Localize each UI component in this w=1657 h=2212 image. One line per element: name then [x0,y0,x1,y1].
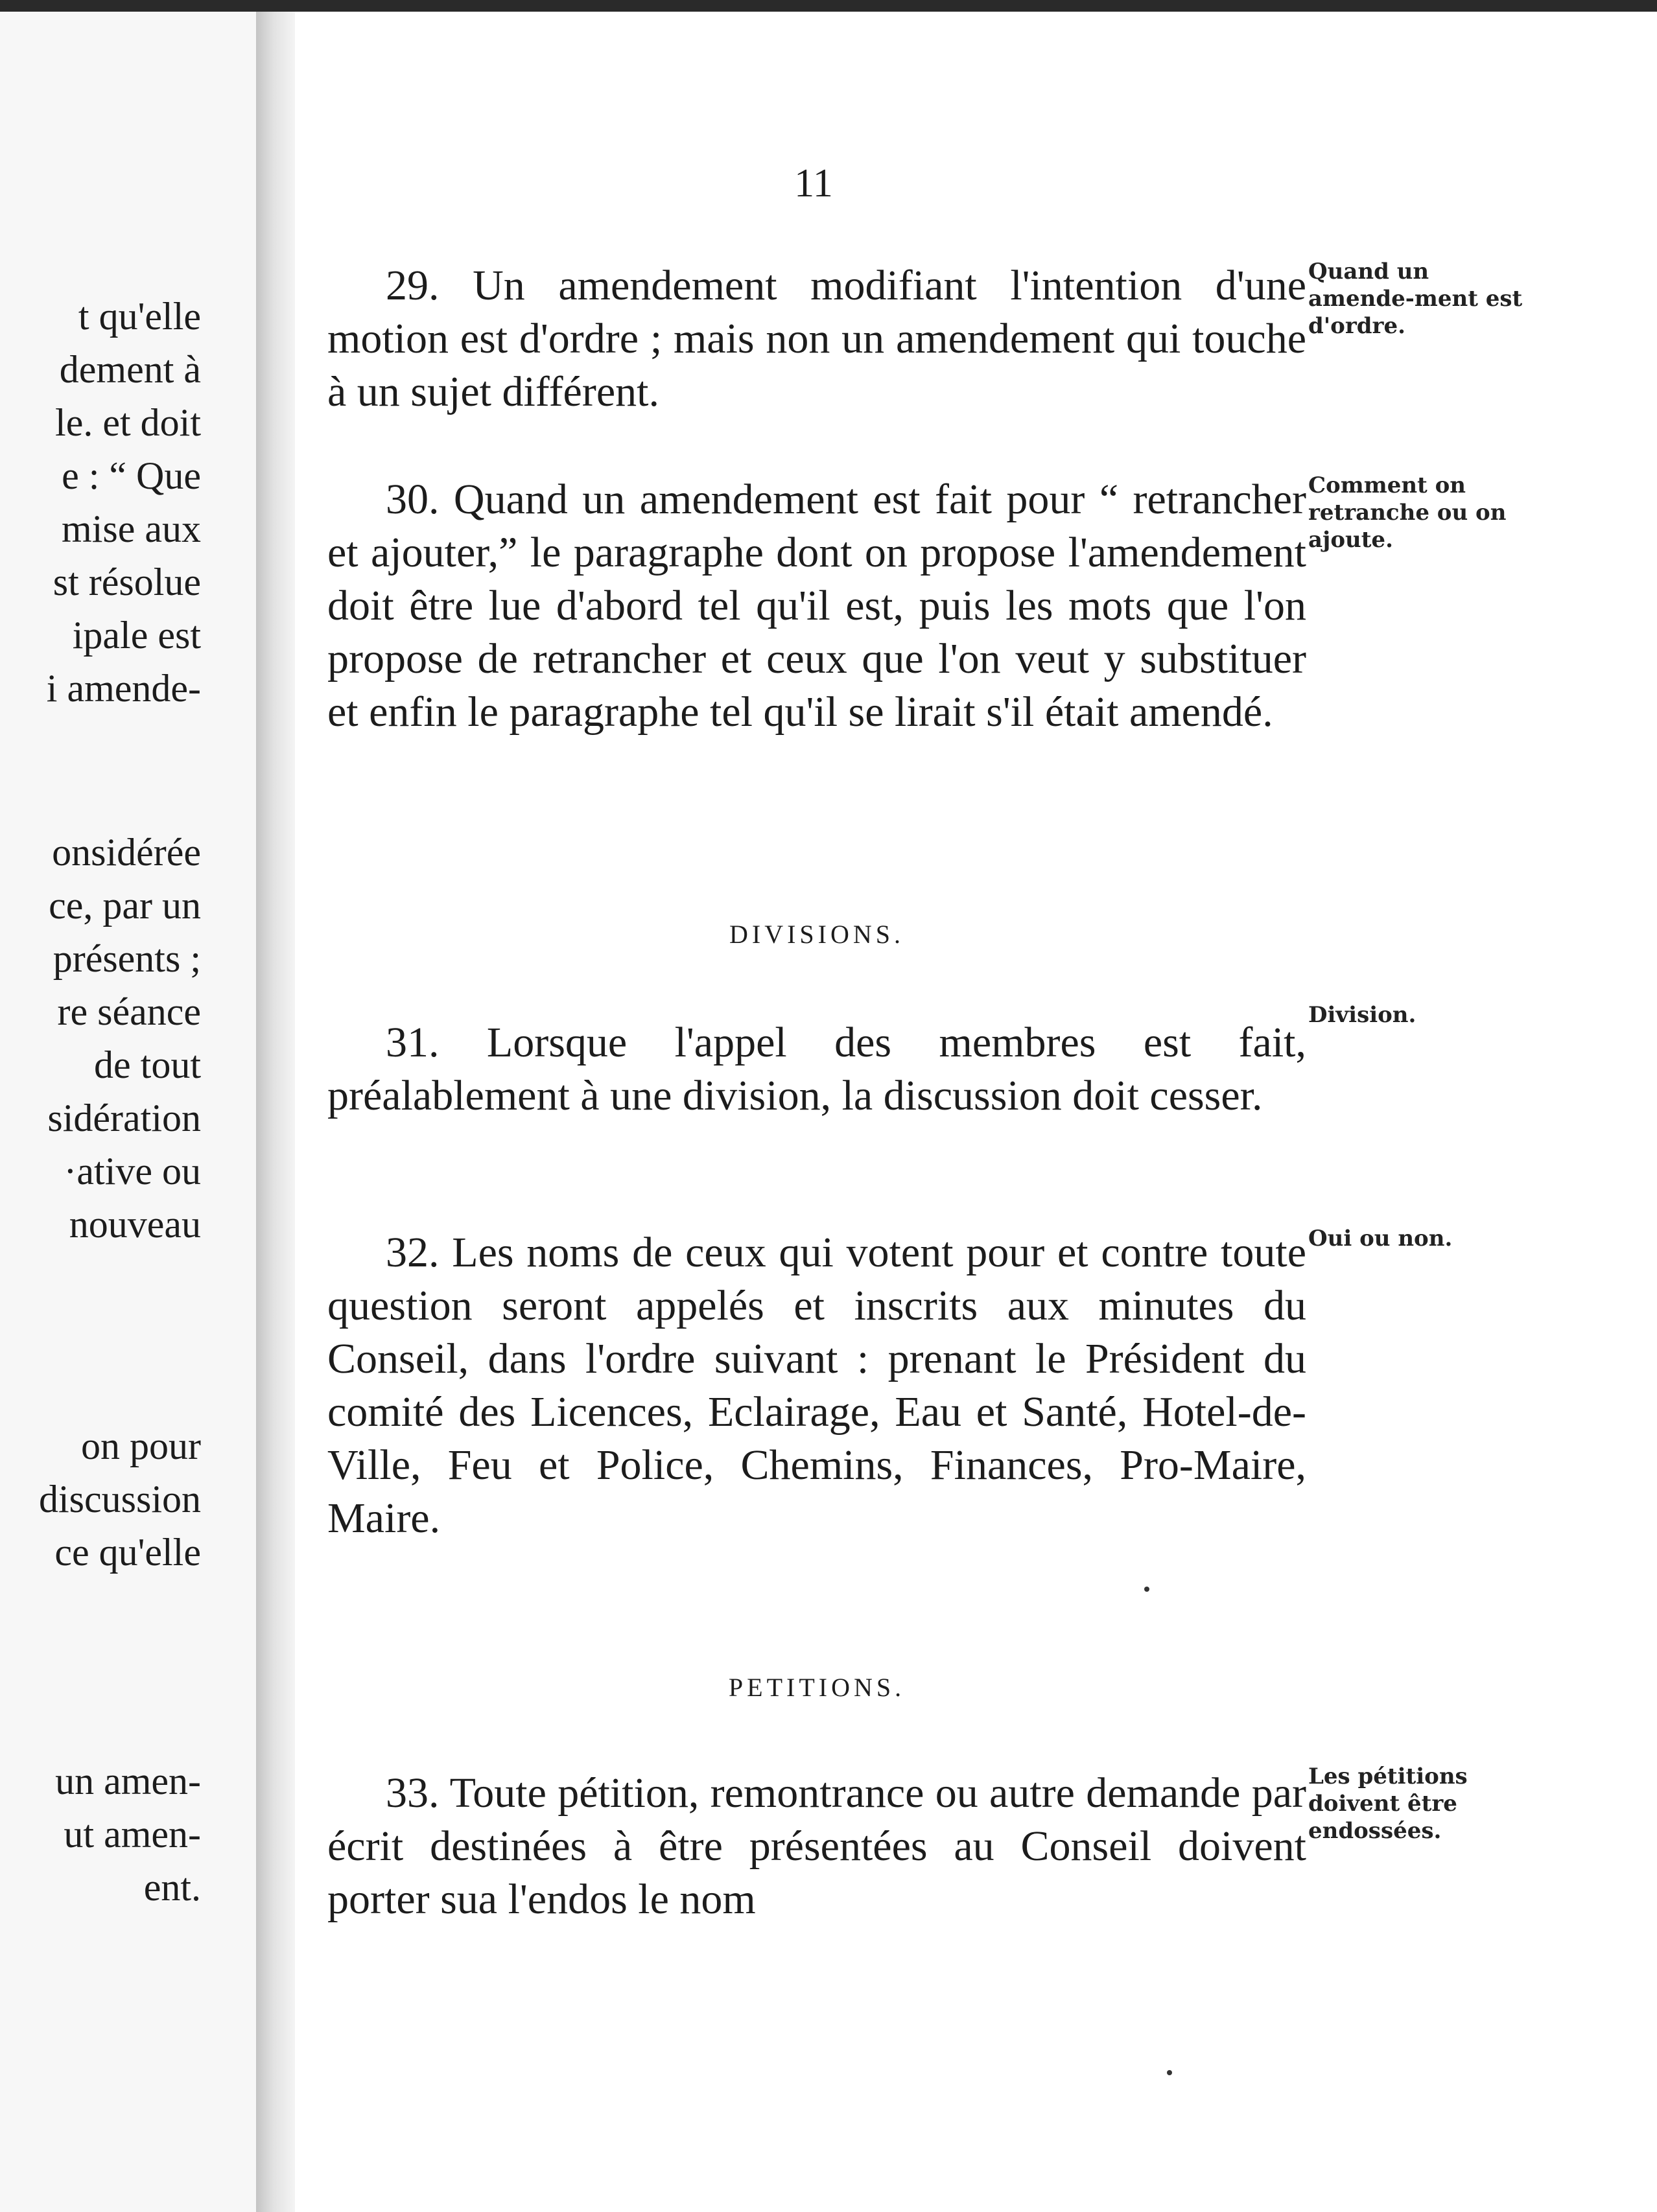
left-page-fragment [0,12,256,2212]
left-page-line: un amen- [55,1760,201,1802]
left-page-line: mise aux [62,507,201,550]
left-page-line: dement à [59,348,201,391]
section-number: 32. [386,1229,440,1276]
section-number: 31. [386,1019,440,1066]
section-31-paragraph [327,1016,1306,1123]
section-text: Lorsque l'appel des membres est fait, préalablement à une division, la discussion doit cesser. [327,1019,1307,1119]
section-29-paragraph [327,259,1306,419]
left-page-line: re séance [57,990,201,1033]
section-heading-petitions: PETITIONS. [728,1673,906,1702]
left-page-line: ·ative ou [64,1150,201,1193]
section-number: 30. [386,476,440,523]
ink-speck [1144,1587,1149,1592]
left-page-line: ipale est [72,614,201,657]
left-page-line: i amende- [46,667,201,710]
section-33-paragraph [327,1767,1306,1926]
left-page-line: ut amen- [64,1813,201,1856]
left-page-line: ent. [143,1866,201,1909]
left-page-line: ce, par un [49,884,201,927]
left-page-line: t qu'elle [78,295,201,338]
margin-note: Oui ou non. [1308,1226,1453,1252]
margin-note: Comment on retranche ou on ajoute. [1308,472,1507,553]
left-page-line: st résolue [53,561,201,603]
left-page-line: sidération [47,1097,201,1139]
section-32-paragraph [327,1226,1306,1545]
left-page-line: présents ; [53,937,201,980]
section-number: 29. [386,262,440,309]
left-page-line: de tout [94,1043,201,1086]
margin-note: Division. [1308,1002,1416,1028]
section-30-paragraph [327,473,1306,739]
book-gutter [256,12,295,2212]
section-text: Un amendement modifiant l'intention d'une motion est d'ordre ; mais non un amendement qui touche à un sujet différent. [327,262,1306,415]
section-heading-divisions: DIVISIONS. [729,920,904,949]
margin-note: Quand un amende-ment est d'ordre. [1308,259,1523,339]
left-page-line: onsidérée [52,831,201,874]
page-number: 11 [794,161,833,205]
left-page-line: on pour [81,1425,201,1467]
margin-note: Les pétitions doivent être endossées. [1308,1764,1468,1844]
left-page-line: le. et doit [55,401,201,444]
left-page-line: nouveau [69,1203,201,1246]
ink-speck [1167,2070,1172,2075]
section-text: Les noms de ceux qui votent pour et contre toute question seront appelés et inscrits aux minutes du Conseil, dans l'ordre suivant : prenant le Président du comité des Licences, Eclairage, Eau et Santé, Hotel-de-Ville, Feu et Police, Chemins, Finances, Pro-Maire, Maire. [327,1229,1307,1542]
section-number: 33. [386,1769,440,1817]
section-text: Toute pétition, remontrance ou autre demande par écrit destinées à être présentées au Conseil doivent porter sua l'endos le nom [327,1769,1306,1923]
section-text: Quand un amendement est fait pour “ retrancher et ajouter,” le paragraphe dont on propose l'amendement doit être lue d'abord tel qu'il est, puis les mots que l'on propose de retrancher et ceux que l'on veut y substituer et enfin le paragraphe tel qu'il se lirait s'il était amendé. [327,476,1306,736]
scan-top-edge [0,0,1657,12]
left-page-line: ce qu'elle [54,1531,201,1574]
left-page-line: discussion [38,1478,201,1520]
left-page-line: e : “ Que [62,454,201,497]
